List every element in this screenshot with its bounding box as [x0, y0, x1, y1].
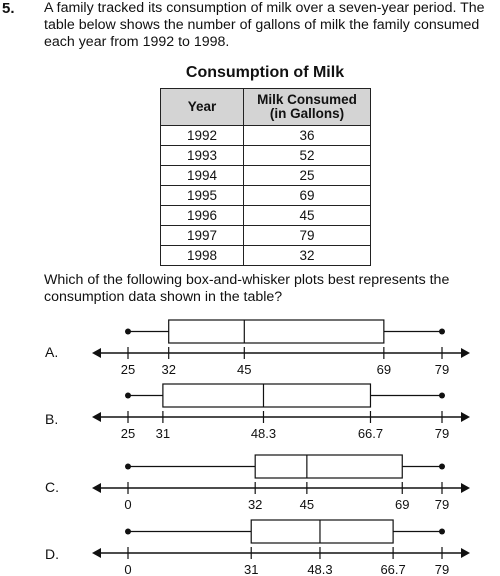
tick-label: 0 — [124, 497, 132, 512]
tick-label: 45 — [299, 497, 315, 512]
arrow-right-icon — [461, 548, 470, 558]
tick-label: 79 — [434, 497, 450, 512]
header-year: Year — [161, 89, 244, 126]
arrow-right-icon — [461, 348, 470, 358]
arrow-right-icon — [461, 412, 470, 422]
cell-year: 1992 — [161, 126, 244, 146]
cell-year: 1997 — [161, 226, 244, 246]
tick-label: 66.7 — [380, 562, 406, 576]
min-point — [125, 393, 131, 399]
cell-year: 1996 — [161, 206, 244, 226]
cell-gallons: 45 — [244, 206, 371, 226]
arrow-left-icon — [92, 348, 101, 358]
arrow-left-icon — [92, 548, 101, 558]
tick-label: 45 — [237, 362, 252, 377]
cell-gallons: 52 — [244, 146, 371, 166]
box-q1-q3 — [251, 520, 393, 543]
cell-gallons: 79 — [244, 226, 371, 246]
tick-label: 66.7 — [357, 426, 384, 441]
cell-gallons: 32 — [244, 246, 371, 266]
tick-label: 69 — [376, 362, 392, 377]
max-point — [439, 329, 445, 335]
cell-year: 1994 — [161, 166, 244, 186]
arrow-right-icon — [461, 483, 470, 493]
box-q1-q3 — [163, 384, 371, 407]
min-point — [125, 329, 131, 335]
box-q1-q3 — [255, 455, 402, 478]
cell-gallons: 25 — [244, 166, 371, 186]
question-number: 5. — [2, 0, 15, 17]
tick-label: 32 — [247, 497, 263, 512]
tick-label: 32 — [161, 362, 176, 377]
tick-label: 25 — [120, 426, 136, 441]
option-label[interactable]: B. — [45, 411, 59, 427]
tick-label: 31 — [243, 562, 259, 576]
cell-year: 1995 — [161, 186, 244, 206]
max-point — [439, 529, 445, 535]
tick-label: 0 — [124, 562, 132, 576]
cell-year: 1998 — [161, 246, 244, 266]
max-point — [439, 393, 445, 399]
option-label[interactable]: C. — [45, 479, 59, 495]
tick-label: 31 — [155, 426, 171, 441]
max-point — [439, 464, 445, 470]
header-milk-line1: Milk Consumed — [257, 92, 357, 107]
arrow-left-icon — [92, 483, 101, 493]
box-q1-q3 — [169, 320, 384, 343]
cell-gallons: 69 — [244, 186, 371, 206]
arrow-left-icon — [92, 412, 101, 422]
tick-label: 25 — [120, 362, 136, 377]
table-title: Consumption of Milk — [185, 64, 345, 81]
tick-label: 48.3 — [307, 562, 333, 576]
cell-year: 1993 — [161, 146, 244, 166]
tick-label: 79 — [434, 362, 450, 377]
cell-gallons: 36 — [244, 126, 371, 146]
option-label[interactable]: A. — [45, 344, 59, 360]
question-ask: Which of the following box-and-whisker plots best represents the consumption data shown in the table? — [44, 272, 450, 305]
tick-label: 79 — [434, 562, 450, 576]
tick-label: 48.3 — [250, 426, 277, 441]
min-point — [125, 464, 131, 470]
min-point — [125, 529, 131, 535]
tick-label: 69 — [395, 497, 410, 512]
option-label[interactable]: D. — [45, 546, 59, 562]
tick-label: 79 — [434, 426, 450, 441]
header-milk-line2: (in Gallons) — [269, 106, 345, 121]
question-prompt: A family tracked its consumption of milk over a seven-year period. The table below shows the number of gallons of milk the family consumed each year from 1992 to 1998. — [44, 0, 485, 50]
